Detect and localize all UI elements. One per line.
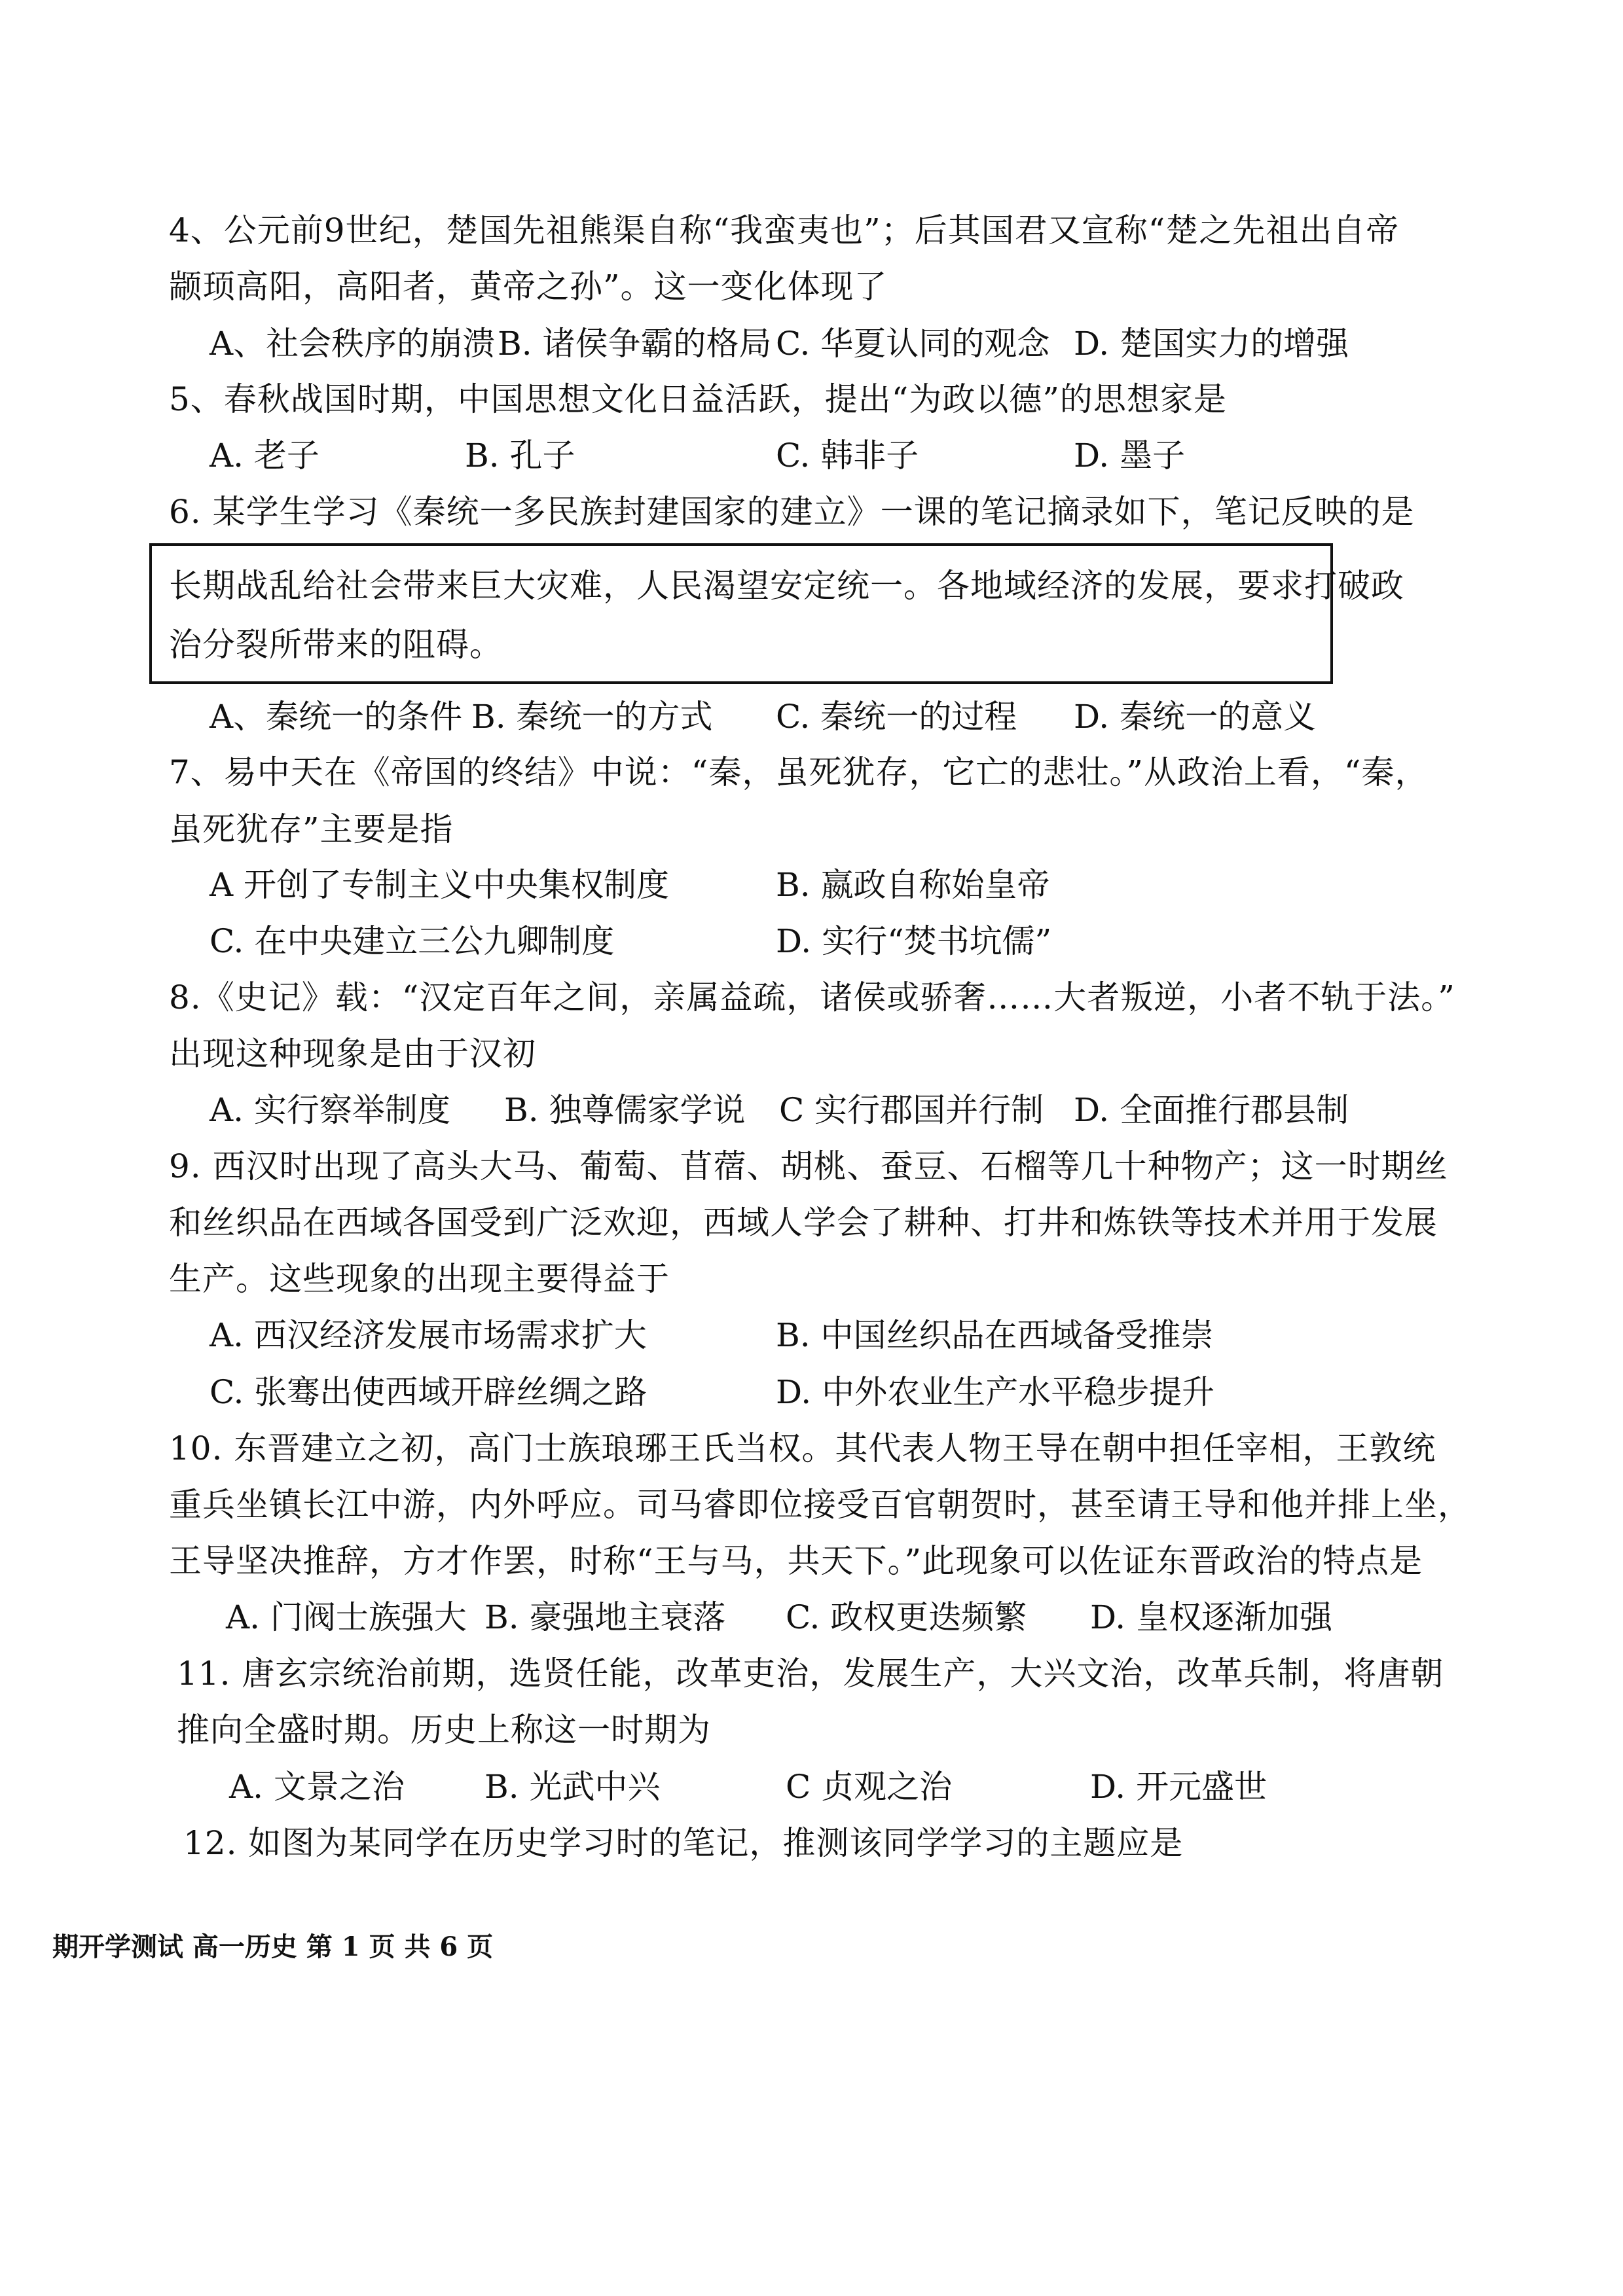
question-6-option-b: B. 秦统一的方式 — [471, 698, 713, 736]
question-9-option-d: D. 中外农业生产水平稳步提升 — [776, 1373, 1215, 1411]
question-11-option-a: A. 文景之治 — [229, 1768, 405, 1806]
question-4-line-2: 颛顼高阳，高阳者，黄帝之孙”。这一变化体现了 — [169, 268, 888, 306]
question-8-line-1: 8.《史记》载：“汉定百年之间，亲属益疏，诸侯或骄奢……大者叛逆，小者不轨于法。” — [169, 978, 1455, 1016]
question-7-line-1: 7、易中天在《帝国的终结》中说：“秦，虽死犹存，它亡的悲壮。”从政治上看，“秦， — [169, 753, 1429, 791]
question-5-line-1: 5、春秋战国时期，中国思想文化日益活跃，提出“为政以德”的思想家是 — [169, 380, 1227, 418]
question-10-line-1: 10. 东晋建立之初，高门士族琅琊王氏当权。其代表人物王导在朝中担任宰相，王敦统 — [169, 1429, 1436, 1467]
question-11-option-b: B. 光武中兴 — [484, 1768, 661, 1806]
question-5-option-a: A. 老子 — [210, 437, 319, 475]
question-4-line-1: 4、公元前9世纪，楚国先祖熊渠自称“我蛮夷也”；后其国君又宣称“楚之先祖出自帝 — [169, 211, 1400, 249]
question-6-note-line-1: 长期战乱给社会带来巨大灾难，人民渴望安定统一。各地域经济的发展，要求打破政 — [169, 567, 1404, 605]
question-7-option-a: A 开创了专制主义中央集权制度 — [210, 866, 670, 904]
question-11-option-c: C 贞观之治 — [786, 1768, 953, 1806]
question-8-option-c: C 实行郡国并行制 — [779, 1091, 1044, 1129]
question-6-option-a: A、秦统一的条件 — [210, 698, 463, 736]
question-10-line-3: 王导坚决推辞，方才作罢，时称“王与马，共天下。”此现象可以佐证东晋政治的特点是 — [169, 1542, 1423, 1580]
question-8-option-d: D. 全面推行郡县制 — [1074, 1091, 1349, 1129]
question-4-option-d: D. 楚国实力的增强 — [1074, 325, 1349, 363]
question-11-option-d: D. 开元盛世 — [1090, 1768, 1267, 1806]
question-6-option-d: D. 秦统一的意义 — [1074, 698, 1317, 736]
question-6-note-line-2: 治分裂所带来的阻碍。 — [169, 626, 503, 664]
question-5-option-b: B. 孔子 — [465, 437, 575, 475]
question-8-option-b: B. 独尊儒家学说 — [504, 1091, 746, 1129]
question-10-option-b: B. 豪强地主衰落 — [484, 1598, 726, 1636]
question-12-line-1: 12. 如图为某同学在历史学习时的笔记，推测该同学学习的主题应是 — [183, 1824, 1184, 1862]
page-footer: 期开学测试 高一历史 第 1 页 共 6 页 — [52, 1931, 494, 1962]
question-10-option-c: C. 政权更迭频繁 — [786, 1598, 1027, 1636]
question-9-line-2: 和丝织品在西域各国受到广泛欢迎，西域人学会了耕种、打井和炼铁等技术并用于发展 — [169, 1204, 1438, 1242]
question-4-option-a: A、社会秩序的崩溃 — [210, 325, 496, 363]
question-9-option-a: A. 西汉经济发展市场需求扩大 — [210, 1316, 647, 1354]
question-10-option-a: A. 门阀士族强大 — [226, 1598, 467, 1636]
question-10-option-d: D. 皇权逐渐加强 — [1090, 1598, 1333, 1636]
question-9-option-b: B. 中国丝织品在西域备受推崇 — [776, 1316, 1214, 1354]
question-10-line-2: 重兵坐镇长江中游，内外呼应。司马睿即位接受百官朝贺时，甚至请王导和他并排上坐， — [169, 1486, 1471, 1524]
question-8-line-2: 出现这种现象是由于汉初 — [169, 1035, 536, 1073]
question-11-line-1: 11. 唐玄宗统治前期，选贤任能，改革吏治，发展生产，大兴文治，改革兵制，将唐朝 — [177, 1655, 1444, 1693]
question-7-option-b: B. 嬴政自称始皇帝 — [776, 866, 1050, 904]
question-7-line-2: 虽死犹存”主要是指 — [169, 810, 454, 848]
question-9-option-c: C. 张骞出使西域开辟丝绸之路 — [210, 1373, 647, 1411]
question-5-option-d: D. 墨子 — [1074, 437, 1186, 475]
question-5-option-c: C. 韩非子 — [776, 437, 919, 475]
question-11-line-2: 推向全盛时期。历史上称这一时期为 — [177, 1711, 711, 1749]
question-9-line-3: 生产。这些现象的出现主要得益于 — [169, 1260, 670, 1298]
question-4-option-b: B. 诸侯争霸的格局 — [498, 325, 772, 363]
question-7-option-d: D. 实行“焚书坑儒” — [776, 922, 1052, 960]
question-6-line-1: 6. 某学生学习《秦统一多民族封建国家的建立》一课的笔记摘录如下，笔记反映的是 — [169, 493, 1415, 531]
question-4-option-c: C. 华夏认同的观念 — [776, 325, 1050, 363]
question-6-option-c: C. 秦统一的过程 — [776, 698, 1017, 736]
question-8-option-a: A. 实行察举制度 — [210, 1091, 450, 1129]
question-9-line-1: 9. 西汉时出现了高头大马、葡萄、苜蓿、胡桃、蚕豆、石榴等几十种物产；这一时期丝 — [169, 1147, 1448, 1185]
question-7-option-c: C. 在中央建立三公九卿制度 — [210, 922, 615, 960]
